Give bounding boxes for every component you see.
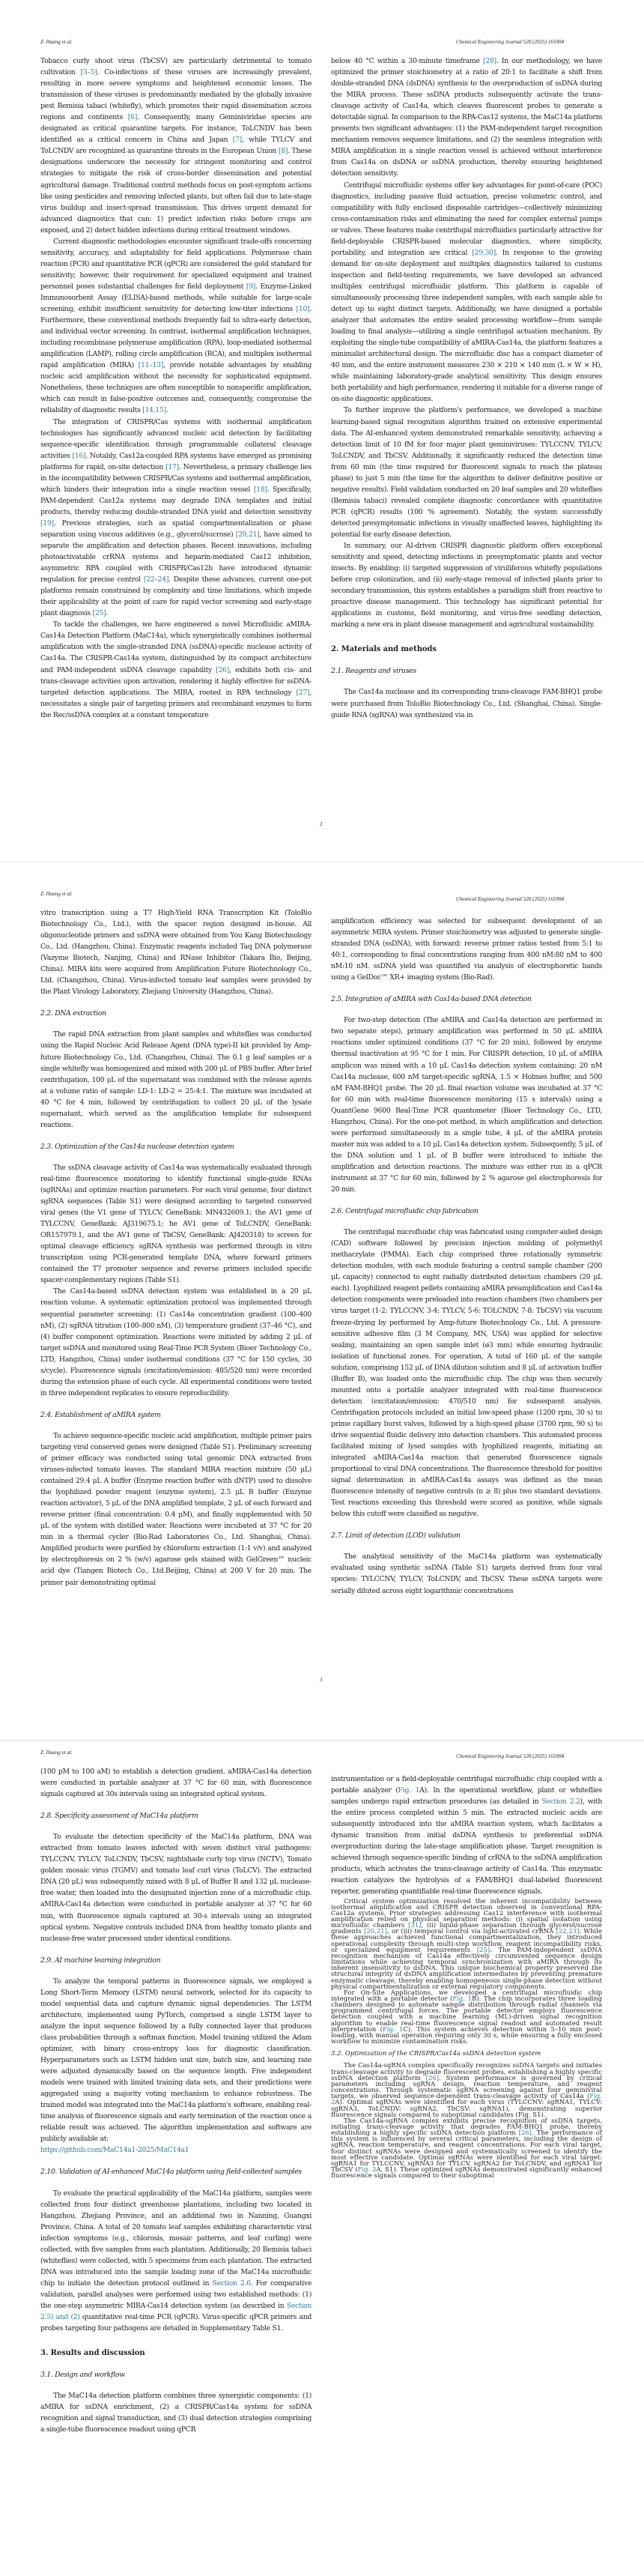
github-link[interactable]: https://github.com/MaC14a1-2025/MaC14a1 [40,2146,189,2155]
page-4 [0,1741,644,2576]
page-2-left-column [40,55,312,721]
citation-link[interactable]: [25] [476,1945,490,1953]
paragraph: To tackle the challenges, we have engineered a novel Microfluidic aMIRA-Cas14a Detection Platform (MaC14a), which synergistically combines isothermal amplification with the single-stranded DNA (ssDNA)-specific nuclease activity of Cas14a. The CRISPR-Cas14a system, distinguished by its compact architecture and PAM-independent ssDNA cleavage capability [26], exhibits both cis- and trans-cleavage activities upon activation, rendering it highly effective for ssDNA-targeted detection applications. The MIRA, rooted in RPA technology [27], necessitates a single pair of targeting primers and recombinant enzymes to form the Rec/ssDNA complex at a constant temperature [40,620,312,719]
paragraph: The analytical sensitivity of the MaC14a platform was systematically evaluated using synthetic ssDNA (Table S1) targets derived from four viral species: TYLCCNV, TYLCV, ToLCNDV, and TbCSV. These ssDNA targets were serially diluted across eight logarithmic concentrations [331,1552,602,1595]
citation-link[interactable]: [25] [92,609,106,618]
subsection-heading: 2.9. AI machine learning integration [40,1956,161,1965]
page-2-right-column [331,55,602,721]
paragraph: The Cas14a nuclease and its corresponding trans-cleavage FAM-BHQ1 probe were purchased from ToloBio Biotechnology Co., Ltd. (Shanghai, China). Single-guide RNA (sgRNA) was synthesized via in [331,688,602,719]
paragraph: The integration of CRISPR/Cas systems with isothermal amplification technologies has significantly advanced nucleic acid detection by facilitating sequence-specific identification through programmable collateral cleavage activities [16]. Notably, Cas12a-coupled RPA systems have emerged as promising platforms for rapid, on-site detection [17]. Nevertheless, a primary challenge lies in the incompatibility between CRISPR/Cas systems and isothermal amplification, which hinders their integration into a single reaction vessel [18]. Specifically, PAM-dependent Cas12a systems may degrade DNA templates and initial products, thereby reducing double-stranded DNA yield and detection sensitivity [19]. Previous strategies, such as spatial compartmentalization or phase separation using viscous additives (e.g., glycerol/sucrose) [20,21], have aimed to separate the amplification and detection phases. Recent innovations, including photoactivatable crRNA systems and heparin-mediated Cas12 inhibition, asymmetric RPA coupled with CRISPR/Cas12b have introduced dynamic regulation for precise control [22–24]. Despite these advances, current one-pot platforms remain constrained by complexity and time limitations, which impede their applicability at the point of care for rapid vector screening and early-stage plant diagnosis [25]. [40,417,312,618]
paragraph: amplification efficiency was selected for subsequent development of an asymmetric MIRA system. Primer stoichiometry was adjusted to generate single-stranded DNA (ssDNA), with forward: reverse primer ratios tested from 5:1 to 40:1, corresponding to final concentrations ranging from 400 nM:80 nM to 400 nM:10 nM. ssDNA yield was quantified via analysis of electrophoretic bands using a GelDoc™ XR+ imaging system (Bio-Rad). [331,917,602,982]
section-heading: 2. Materials and methods [331,645,437,654]
paragraph: To evaluate the detection specificity of the MaC14a platform, DNA was extracted from tomato leaves infected with seven distinct viral pathogens: TYLCCNV, TYLCV, ToLCNDV, TbCSV, nightshade curly top virus (NCTV), Tomato golden mosaic virus (TGMV) and tomato leaf curl virus (ToLCV). The extracted DNA (20 μL) was subsequently mixed with 8 μL of Buffer B and 132 μL nuclease-free water, then loaded into the designated injection zone of a microfluidic chip. aMIRA-Cas14a detection were conducted in portable analyzer at 37 °C for 60 min, with fluorescence signals captured at 30-s intervals using an integrated optical system. Negative controls included DNA from healthy tomato plants and nuclease-free water processed under identical conditions. [40,1833,312,1943]
running-header-authors: Z. Huang et al. [40,39,73,45]
paragraph: For On-Site Applications, we developed a centrifugal microfluidic chip integrated with a portable detector (Fig. 1B). The chip incorporates three loading chambers designed to automate sample distribution through radial channels via programmed centrifugal forces. The portable detector employs fluorescence detection coupled with a machine learning (ML)-driven signal recognition algorithm to enable real-time fluorescence signal readout and automated result interpretation (Fig. 1C). This system achieves detection within 5–10 min post-loading, with manual operation requiring only 30 s, while ensuring a fully enclosed workflow to minimize contamination risks. [331,1988,602,2046]
paragraph: Current diagnostic methodologies encounter significant trade-offs concerning sensitivity, accuracy, and adaptability for field applications. Polymerase chain reaction (PCR) and quantitative PCR (qPCR) are considered the gold standard for sensitivity; however, their requirement for specialized equipment and trained personnel poses substantial challenges for field deployment [9]. Enzyme-Linked Immunosorbent Assay (ELISA)-based methods, while suitable for large-scale screening, exhibit insufficient sensitivity for detecting low-titer infections [10]. Furthermore, these conventional methods frequently fail to ultra-early detection, and individual vector screening. In contrast, isothermal amplification techniques, including recombinase polymerase amplification (RPA), loop-mediated isothermal amplification (LAMP), rolling circle amplification (RCA), and multiplex isothermal rapid amplification (MIRA) [11–13], provide notable advantages by enabling nucleic acid amplification without the necessity for sophisticated equipment. Nonetheless, these techniques are often susceptible to nonspecific amplification, which can result in false-positive outcomes and, consequently, compromise the reliability of diagnostic results [14,15]. [40,237,312,415]
citation-link[interactable]: [17] [165,462,179,471]
citation-link[interactable]: [20,21] [235,530,260,539]
citation-link[interactable]: [20,21] [364,1927,388,1935]
running-header-journal: Chemical Engineering Journal 520 (2025) 165904 [456,896,565,902]
paragraph: To analyze the temporal patterns in fluorescence signals, we employed a Long Short-Term Memory (LSTM) neural network, selected for its capacity to model sequential data and capture dynamic signal dependencies. The LSTM architecture, implemented using PyTorch, comprised a single LSTM layer to analyze the input sequence followed by a fully connected layer that produces class probabilities through a softmax function. Model training utilized the Adam optimizer, with binary cross-entropy loss for diagnostic classification. Hyperparameters such as LSTM hidden unit size, batch size, and learning rate were adjusted dynamically based on the sequence length. Five independent models were trained with limited training data sets, and their predictions were aggregated using a majority voting mechanism to enhance robustness. The trained model was integrated into the MaC14a platform's software, enabling real-time analysis of fluorescence signals and early termination of the reaction once a reliable result was achieved. The algorithm implementation and software are publicly available at: [40,1977,312,2144]
citation-link[interactable]: Section 2.2 [541,1798,580,1806]
citation-link[interactable]: [29,30] [472,248,496,257]
citation-link[interactable]: [26] [518,2129,532,2137]
citation-link[interactable]: [10] [296,305,310,314]
subsection-heading: 2.10. Validation of AI-enhanced MaC14a platform using field-collected samples [40,2168,302,2177]
subsection-heading: 2.5. Integration of aMIRA with Cas14a-based DNA detection [331,995,532,1004]
citation-link[interactable]: [26] [425,2073,440,2081]
paragraph: The rapid DNA extraction from plant samples and whiteflies was conducted using the Rapid Nucleic Acid Release Agent (DNA type)-II kit provided by Amp-future Biotechnology Co., Ltd. (Changzhou, China). The 0.1 g leaf samples or a single whitefly was homogenized and mixed with 200 μL of PBS buffer. After brief centrifugation, 100 μL of the supernatant was combined with the release agents at a volume ratio of sample: LD-1: LD-2 = 25:4:1. The mixture was incubated at 40 °C for 4 min, followed by centrifugation to collect 20 μL of the lysate supernatant, which served as the amplification template for subsequent reactions. [40,1030,312,1129]
citation-link[interactable]: [9] [246,282,256,291]
section-heading: 3. Results and discussion [40,2349,145,2358]
paragraph: For two-step detection (The aMIRA and Cas14a detection are performed in two separate steps), primary amplification was performed in 50 μL aMIRA reactions under optimized conditions (37 °C for 20 min), followed by enzyme thermal inactivation at 95 °C for 1 min. For CRISPR detection, 10 μL of aMIRA amplicon was mixed with a 10 μL Cas14a detection system containing: 20 nM Cas14a nuclease, 600 nM target-specific sgRNA, 1.5 × Holmes buffer, and 500 nM FAM-BHQ1 probe. The 20 μL final reaction volume was incubated at 37 °C for 60 min with real-time fluorescence monitoring (15 s intervals) using a QuantGene 9600 Real-Time PCR quantometer (Bioer Technology Co., LTD, Hangzhou, China). For the one-pot method, in which amplification and detection were performed simultaneously in a single tube, 4 μL of the aMIRA protein master mix was added to a 10 μL Cas14a detection system. Subsequently, 5 μL of the DNA solution and 1 μL of B buffer were introduced to initiate the amplification and detection reactions. The mixture was either run in a qPCR instrument at 37 °C for 60 min, followed by 2 % agarose gel electrophoresis for 20 min. [331,1016,602,1194]
dense-text-block [331,1898,602,2179]
citation-link[interactable]: [3–5] [80,68,97,77]
citation-link[interactable]: [6] [127,113,138,122]
paragraph: The Cas14a-based ssDNA detection system was established in a 20 μL reaction volume. A systematic optimization protocol was implemented through sequential parameter screening: (1) Cas14a concentration gradient (100–400 nM), (2) sgRNA titration (100–800 nM), (3) temperature gradient (37–46 °C), and (4) buffer component optimization. Reactions were initiated by adding 2 μL of target ssDNA and monitored using Real-Time PCR System (Bioer Technology Co., LTD, Hangzhou, China) under isothermal conditions (37 °C for 150 cycles, 30 s/cycle). Fluorescence signals (excitation/emission: 485/520 nm) were recorded during the extension phase of each cycle. All experimental conditions were tested in three independent replicates to ensure reproducibility. [40,1287,312,1397]
running-header-journal: Chemical Engineering Journal 520 (2025) 165904 [456,39,565,45]
citation-link[interactable]: Fig. 1 [398,1786,420,1795]
subsection-heading: 2.8. Specificity assessment of MaC14a platform [40,1812,198,1821]
citation-link[interactable]: Fig. 2 [331,2092,602,2106]
subsection-heading: 2.1. Reagents and viruses [331,667,416,676]
citation-link[interactable]: [18] [253,485,267,494]
citation-link[interactable]: [19] [40,518,54,527]
citation-link[interactable]: Section 2.6 [212,2279,251,2288]
page-4-right-column [331,1774,602,2178]
citation-link[interactable]: Section 2.5) and (2) [40,2301,312,2322]
page-3-left-column [40,907,312,1588]
subsection-heading: 2.2. DNA extraction [40,1009,106,1018]
paragraph: To achieve sequence-specific nucleic acid amplification, multiple primer pairs targeting viral conserved genes were designed (Table S1). Preliminary screening of primer efficacy was conducted using total genomic DNA extracted from viruses-infected tomato leaves. The standard MIRA reaction mixture (50 μL) contained 29.4 μL A buffer (Enzyme reaction buffer with dNTP) used to dissolve the lyophilized powder reagent (enzyme system), 2.5 μL B buffer (Enzyme reaction activator), 5 μL of the DNA amplified template, 2 μL of each forward and reverse primer (final concentration: 0.4 μM), and finally supplemented with 50 μL of the system with distilled water. Reactions were incubated at 37 °C for 20 min in a thermal cycler (Bio-Rad Laboratories Co., Ltd. Shanghai, China). Amplified products were purified by chloroform extraction (1:1 v/v) and analyzed by electrophoresis on 2 % (w/v) agarose gels stained with GelGreen™ nucleic acid dye (Tiangen Biotech Co., Ltd.Beijing, China) at 200 V for 20 min. The primer pair demonstrating optimal [40,1431,312,1587]
citation-link[interactable]: [7] [232,136,242,145]
paragraph: To further improve the platform's performance, we developed a machine learning-based signal recognition algorithm trained on extensive experimental data. The AI-enhanced system demonstrated remarkable sensitivity, achieving a detection limit of 10 fM for four major plant geminiviruses: TYLCCNV, TYLCV, ToLCNDV, and TbCSV. Additionally, it significantly reduced the detection time from 60 min (the time required for fluorescent signals to reach the plateau phase) to just 5 min (the time for the algorithm to deliver definitive positive or negative results). Field validation conducted on 20 leaf samples and 20 whiteflies (Bemisia tabaci) revealed complete diagnostic concordance with quantitative PCR (qPCR) results (100 % agreement). Notably, the system successfully detected presymptomatic infections in visually unaffected leaves, highlighting its potential for early disease detection. [331,406,602,539]
subsection-heading: 2.4. Establishment of aMIRA system [40,1410,161,1419]
paragraph: The Cas14a-sgRNA complex specifically recognizes ssDNA targets and initiates trans-cleavage activity to degrade fluorescent probes, establishing a highly specific ssDNA detection platform [26]. System performance is governed by critical parameters including sgRNA design, reaction temperature, and reagent concentrations. Through systematic sgRNA screening against four geminiviral targets, we observed sequence-dependent trans-cleavage activity of Cas14a (Fig. 2A). Optimal sgRNAs were identified for each virus (TYLCCNV: sgRNA1, TYLCV: sgRNA3, ToLCNDV: sgRNA2, TbCSV: sgRNA1), demonstrating superior fluorescence signals compared to suboptimal candidates (Fig. S1). [331,2061,602,2118]
running-header-authors: Z. Huang et al. [40,891,73,897]
subsection-heading: 2.3. Optimization of the Cas14a nuclease detection system [40,1142,234,1151]
citation-link[interactable]: Fig. 2 [357,2165,377,2174]
page-2 [0,0,644,862]
subsection-heading: 3.1. Design and workflow [40,2371,125,2380]
citation-link[interactable]: [27] [296,688,310,697]
page-3-right-column [331,916,602,1597]
citation-link[interactable]: [22,23] [556,1927,580,1935]
paragraph: The MaC14a detection platform combines three synergistic components: (1) aMIRA for ssDNA enrichment, (2) a CRISPR/Cas14a system for ssDNA recognition and signal transduction, and (3) dual detection strategies comprising a single-tube fluorescence readout using qPCR [40,2392,312,2434]
paragraph: To evaluate the practical applicability of the MaC14a platform, samples were collected from four distinct greenhouse plantations, including two located in Hangzhou, Zhejiang Province, and an additional two in Nanning, Guangxi Province, China. A total of 20 tomato leaf samples exhibiting characteristic viral infection symptoms (e.g., chlorosis, mosaic patterns, and leaf curling) were collected, with five samples from each plantation. Additionally, 20 Bemisia tabaci (whiteflies) were collected, with 5 specimens from each plantation. The extracted DNA was introduced into the sample loading zone of the MaC14a microfluidic chip to initiate the detection protocol outlined in Section 2.6. For comparative validation, parallel analyses were performed using two established methods: (1) the one-step asymmetric MIRA-Cas14 detection system (as described in Section 2.5) and (2) quantitative real-time PCR (qPCR). Virus-specific qPCR primers and probes targeting four pathogens are detailed in Supplementary Table S1. [40,2189,312,2333]
paragraph: (100 pM to 100 aM) to establish a detection gradient. aMIRA-Cas14a detection were conducted in portable analyzer at 37 °C for 60 min, with fluorescence signals captured at 30s intervals using an integrated optical system. [40,1768,312,1799]
citation-link[interactable]: [14,15] [142,406,166,415]
page-4-left-column [40,1766,312,2435]
subsection-heading: 2.6. Centrifugal microfluidic chip fabrication [331,1207,479,1216]
paragraph: In summary, our AI-driven CRISPR diagnostic platform offers exceptional sensitivity and speed, detecting infections in presymptomatic plants and vector insects. By enabling: (i) targeted suppression of viruliferous whitefly populations before crop colonization, and (ii) early-stage removal of infected plants prior to secondary transmission, this system establishes a paradigm shift from reactive to proactive disease management. This technology has significant potential for applications in customs, field monitoring, and virus-free seedling detection, marking a new era in plant disease management and agricultural sustainability. [331,542,602,629]
running-header-journal: Chemical Engineering Journal 520 (2025) 165904 [456,1753,565,1759]
subsection-heading: 3.2. Optimization of the CRISPR/Cas14a ssDNA detection system [331,2049,541,2058]
paragraph: vitro transcription using a T7 High-Yield RNA Transcription Kit (ToloBio Biotechnology Co., Ltd.), with the spacer region designed in-house. All oligonucleotide primers and ssDNA were obtained from You Kang Biotechnology Co., Ltd. (Hangzhou, China). Enzymatic reagents included Taq DNA polymerase (Vazyme Biotech, Nanjing, China) and RNase Inhibitor (Takara Bio, Beijing, China). MIRA kits were acquired from Amplification Future Biotechnology Co., Ltd. (Changzhou, China). Virus-infected tomato leaf samples were provided by the Plant Virology Laboratory, Zhejiang University (Hangzhou, China). [40,909,312,997]
paragraph: Tobacco curly shoot virus (TbCSV) are particularly detrimental to tomato cultivation [3–5]. Co-infections of these viruses are increasingly prevalent, resulting in more severe symptoms and heightened economic losses. The transmission of these viruses is predominantly mediated by the globally invasive pest Bemisia tabaci (whitefly), which promotes their rapid dissemination across regions and continents [6]. Consequently, many Geminiviridae species are designated as critical quarantine targets. For instance, ToLCNDV has been identified as a critical concern in China and Japan [7], while TYLCV and ToLCNDV are recognized as quarantine threats in the European Union [8]. These designations underscore the necessity for stringent monitoring and control strategies to mitigate the risk of cross-border dissemination and potential agricultural damage. Traditional control methods focus on post-symptom actions like using pesticides and removing infected plants, but often fail due to late-stage virus buildup and insect-spread transmission. This drives urgent demand for advanced diagnostics that can: 1) predict infection risks before crops are exposed, and 2) detect hidden infections during critical treatment windows. [40,57,312,235]
citation-link[interactable]: Fig. 1 [452,1995,473,2003]
paragraph: The Cas14a-sgRNA complex exhibits precise recognition of ssDNA targets, initiating trans-cleavage activity that degrades FAM-BHQ1 probe, thereby establishing a highly specific ssDNA detection platform [26]. The performance of this system is influenced by several critical parameters, including the design of sgRNA, reaction temperature, and reagent concentrations. For each viral target, four distinct sgRNAs were designed and systematically screened to identify the most effective candidate. Optimal sgRNAs were identified for each viral target: sgRNA1 for TYLCCNV, sgRNA3 for TYLCV, sgRNA2 for ToLCNDV, and sgRNA1 for TbCSV (Fig. 2A, S1). These optimized sgRNAs demonstrated significantly enhanced fluorescence signals compared to their suboptimal [331,2116,602,2180]
subsection-heading: 2.7. Limit of detection (LOD) validation [331,1532,461,1541]
paragraph: The ssDNA cleavage activity of Cas14a was systematically evaluated through real-time fluorescence monitoring to identify functional single-guide RNAs (sgRNAs) and optimize reaction parameters. For each viral genome, four distinct sgRNA sequences (Table S1) were designed according to targeted conserved viral genes (the V1 gene of TYLCV, GeneBank: MN432609.1; the AV1 gene of TYLCCNV, GeneBank: AJ319675.1; he AV1 gene of ToLCNDV, GeneBank: OR157979.1, and the AV1 gene of TbCSV, GeneBank: AJ420318) to screen for optimal cleavage efficiency. sgRNA synthesis was performed through in vitro transcription using PCR-generated template DNA, where forward primers contained the T7 promoter sequence and reverse primers included specific spacer-complementary regions (Table S1). [40,1163,312,1285]
paragraph: below 40 °C within a 30-minute timeframe [28]. In our methodology, we have optimized the primer stoichiometry at a ratio of 20:1 to facilitate a shift from double-stranded DNA (dsDNA) synthesis to the overproduction of ssDNA during the MIRA process. These ssDNA products subsequently activate the trans-cleavage activity of Cas14a, which cleaves fluorescent probes to generate a detectable signal. In comparison to the RPA-Cas12 systems, the MaC14a platform presents two significant advantages: (1) the PAM-independent target recognition mechanism removes sequence limitations, and (2) the seamless integration with MIRA amplification in a single reaction vessel is achieved without interference from Cas14a on dsDNA or ssDNA production, thereby ensuring heightened detection sensitivity. [331,57,602,178]
paragraph: instrumentation or a field-deployable centrifugal microfluidic chip coupled with a portable analyzer (Fig. 1A). In the operational workflow, plant or whiteflies samples undergo rapid extraction procedures (as detailed in Section 2.2), with the entire process completed within 5 min. The extracted nucleic acids are subsequently introduced into the aMIRA reaction system, which facilitates a dynamic transition from initial dsDNA synthesis to preferential ssDNA overproduction during the late-stage amplification phase. Target recognition is achieved through sequence-specific binding of crRNA to the ssDNA amplification products, which activates the trans-cleavage activity of Cas14a. This enzymatic reaction catalyzes the hydrolysis of a FAM/BHQ1 dual-labeled fluorescent reporter, generating quantifiable real-time fluorescence signals. [331,1775,603,1896]
page-number: 2 [320,821,323,827]
citation-link[interactable]: [11–13] [138,361,164,370]
paragraph: Centrifugal microfluidic systems offer key advantages for point-of-care (POC) diagnostics, including passive fluid actuation, precise volumetric control, and compatibility with fully enclosed disposable cartridges—collectively minimizing cross-contamination risks and eliminating the need for complex external pumps or valves. These features make centrifugal microfluidics particularly attractive for field-deployable CRISPR-based molecular diagnostics, where simplicity, portability, and integration are critical [29,30]. In response to the growing demand for on-site deployment and multiplex diagnostics tailored to customs inspection and field-testing requirements, we have developed an advanced multiplex centrifugal microfluidic platform. This platform is capable of simultaneously processing three independent samples, with each sample able to detect up to eight distinct targets. Additionally, we have designed a portable analyzer that automates the entire sealed processing workflow—from sample loading to final analysis—utilizing a single centrifugal actuation mechanism. By exploiting the single-tube compatibility of aMIRA-Cas14a, the platform features a minimalist architectural design. The microfluidic disc has a compact diameter of 40 mm, and the entire instrument measures 230 × 210 × 140 mm (L × W × H), while maintaining laboratory-grade analytical sensitivity. This design ensures both portability and high performance, rendering it suitable for a diverse range of on-site diagnostic applications. [331,181,602,404]
citation-link[interactable]: [28] [483,57,496,65]
page-3 [0,862,644,1739]
citation-link[interactable]: [16] [72,451,86,460]
paragraph: The centrifugal microfluidic chip was fabricated using computer-aided design (CAD) software followed by precision injection molding of polymethyl methacrylate (PMMA). Each chip comprised three rotationally symmetric detection modules, with each module featuring a central sample chamber (200 μL capacity) connected to eight radially distributed detection chambers (20 μL each). Lyophilized reagent pellets containing aMIRA preamplification and Cas14a detection components were preloaded into reaction chambers (two chambers per virus target (1-2: TYLCCNV, 3-4: TYLCV, 5-6: TOLCNDV, 7-8: TbCSV) via vacuum freeze-drying by performed by Amp-future Biotechnology Co., Ltd. A pressure-sensitive adhesive film (3 M Company, MN, USA) was applied for selective sealing, maintaining an open sample inlet (ø3 mm) while ensuring hydraulic isolation of functional zones. For operation, A total of 160 μL of the sample solution, comprising 152 μL of DNA dilution solution and 8 μL of activation buffer (Buffer B), was loaded onto the microfluidic chip. The chip was then securely mounted onto a portable analyzer integrated with real-time fluorescence detection (excitation/emission: 470/510 nm) for subsequent analysis. Centrifugation protocols included an initial low-speed phase (1200 rpm, 30 s) to prime capillary burst valves, followed by a high-speed phase (3700 rpm, 90 s) to drive sequential fluidic delivery into detection chambers. This automated process facilitated mixing of lysed samples with lyophilized reagents, initiating an integrated aMIRA-Cas14a reaction that generated fluorescence signals proportional to viral DNA concentrations. The fluorescence threshold for positive signal determination in aMIRA-Cas14a assays was defined as the mean fluorescence intensity of negative controls (n ≥ 8) plus two standard deviations. Test reactions exceeding this threshold were scored as positive, while signals below this cutoff were classified as negative. [331,1228,602,1519]
citation-link[interactable]: Fig. 1 [382,2025,404,2033]
page-number: 3 [320,1677,323,1683]
running-header-authors: Z. Huang et al. [40,1750,73,1756]
citation-link[interactable]: [31] [408,1921,422,1929]
paragraph: Critical system optimization resolved the inherent incompatibility between isothermal amplification and CRISPR detection observed in conventional RPA-Cas12a systems. Prior strategies addressing Cas12 interference with isothermal amplification relied on physical separation methods: (i) spatial isolation using microfluidic chambers [31], (ii) liquid-phase separation through glycerol/sucrose gradients [20,21], or (iii) temporal control via light-activated crRNA [22,23]. While these approaches achieved functional compartmentalization, they introduced operational complexity through multi-step workflow, reagent incompatibility risks, or specialized equipment requirements [25]. The PAM-independent ssDNA recognition mechanism of Cas14a effectively circumvented sequence design limitations while achieving temporal synchronization with aMIRA through its inherent insensitivity to dsDNA. This unique biochemical property preserved the structural integrity of dsDNA amplification intermediates by preventing premature enzymatic cleavage, thereby enabling homogeneous single-phase detection without physical compartmentalization or external regulatory components. [331,1896,602,1990]
citation-link[interactable]: [8] [278,147,288,156]
citation-link[interactable]: [26] [216,665,230,674]
citation-link[interactable]: [22–24] [143,575,169,584]
